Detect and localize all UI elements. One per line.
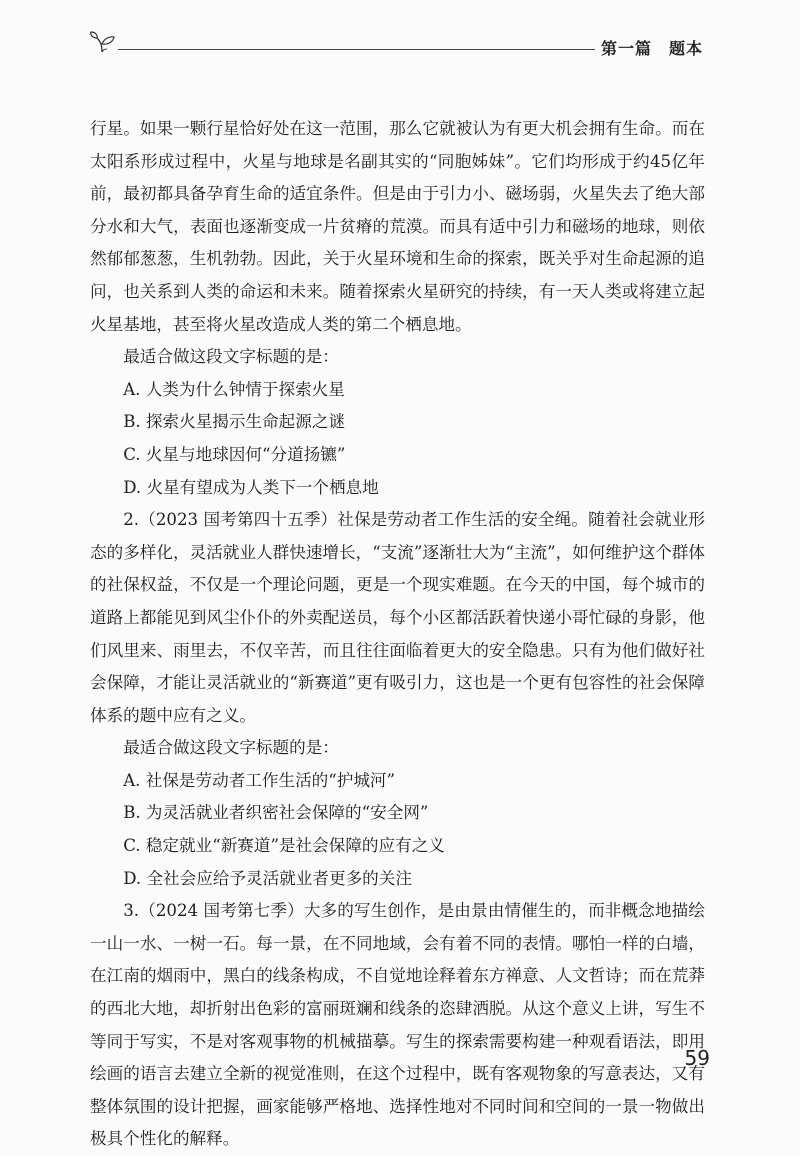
section-title: 第一篇 题本 xyxy=(600,39,703,58)
page-header xyxy=(88,30,703,60)
q1-option-c: C. 火星与地球因何“分道扬镳” xyxy=(123,444,346,464)
q2-option-b: B. 为灵活就业者织密社会保障的“安全网” xyxy=(123,803,429,823)
page-number: 59 xyxy=(684,1046,710,1070)
q2-prompt: 最适合做这段文字标题的是： xyxy=(123,738,339,758)
q2-option-d: D. 全社会应给予灵活就业者更多的关注 xyxy=(123,868,412,888)
q2-option-c: C. 稳定就业“新赛道”是社会保障的应有之义 xyxy=(123,836,445,856)
header-rule xyxy=(118,49,595,50)
q1-option-a: A. 人类为什么钟情于探索火星 xyxy=(123,379,345,399)
q2-option-a: A. 社保是劳动者工作生活的“护城河” xyxy=(123,770,395,790)
q1-prompt: 最适合做这段文字标题的是： xyxy=(123,347,339,367)
leaf-sprout-icon xyxy=(88,30,120,56)
page-body xyxy=(90,113,705,1156)
q3-passage: 3.（2024 国考第七季）大多的写生创作，是由景由情催生的，而非概念地描绘一山一水、一树一石。每一景，在不同地域，会有着不同的表情。哪怕一样的白墙，在江南的烟雨中，黑白的线条构成，不自觉地诠释着东方禅意、人文哲诗；而在荒莽的西北大地，却折射出色彩的富丽斑斓和线条的恣肆洒脱。从这个意义上讲，写生不等同于写实，不是对客观事物的机械描摹。写生的探索需要构建一种观看语法，即用绘画的语言去建立全新的视觉准则，在这个过程中，既有客观物象的写意表达，又有整体氛围的设计把握，画家能够严格地、选择性地对不同时间和空间的一景一物做出极具个性化的解释。 xyxy=(90,901,705,1149)
q1-option-d: D. 火星有望成为人类下一个栖息地 xyxy=(123,477,379,497)
q1-option-b: B. 探索火星揭示生命起源之谜 xyxy=(123,412,346,432)
q2-passage: 2.（2023 国考第四十五季）社保是劳动者工作生活的安全绳。随着社会就业形态的多样化，灵活就业人群快速增长，“支流”逐渐壮大为“主流”，如何维护这个群体的社保权益，不仅是一个理论问题，更是一个现实难题。在今天的中国，每个城市的道路上都能见到风尘仆仆的外卖配送员，每个小区都活跃着快递小哥忙碌的身影，他们风里来、雨里去，不仅辛苦，而且往往面临着更大的安全隐患。只有为他们做好社会保障，才能让灵活就业的“新赛道”更有吸引力，这也是一个更有包容性的社会保障体系的题中应有之义。 xyxy=(90,510,705,725)
continuation-paragraph: 行星。如果一颗行星恰好处在这一范围，那么它就被认为有更大机会拥有生命。而在太阳系形成过程中，火星与地球是名副其实的“同胞姊妹”。它们均形成于约45亿年前，最初都具备孕育生命的适宜条件。但是由于引力小、磁场弱，火星失去了绝大部分水和大气，表面也逐渐变成一片贫瘠的荒漠。而具有适中引力和磁场的地球，则依然郁郁葱葱，生机勃勃。因此，关于火星环境和生命的探索，既关乎对生命起源的追问，也关系到人类的命运和未来。随着探索火星研究的持续，有一天人类或将建立起火星基地，甚至将火星改造成人类的第二个栖息地。 xyxy=(90,119,705,334)
